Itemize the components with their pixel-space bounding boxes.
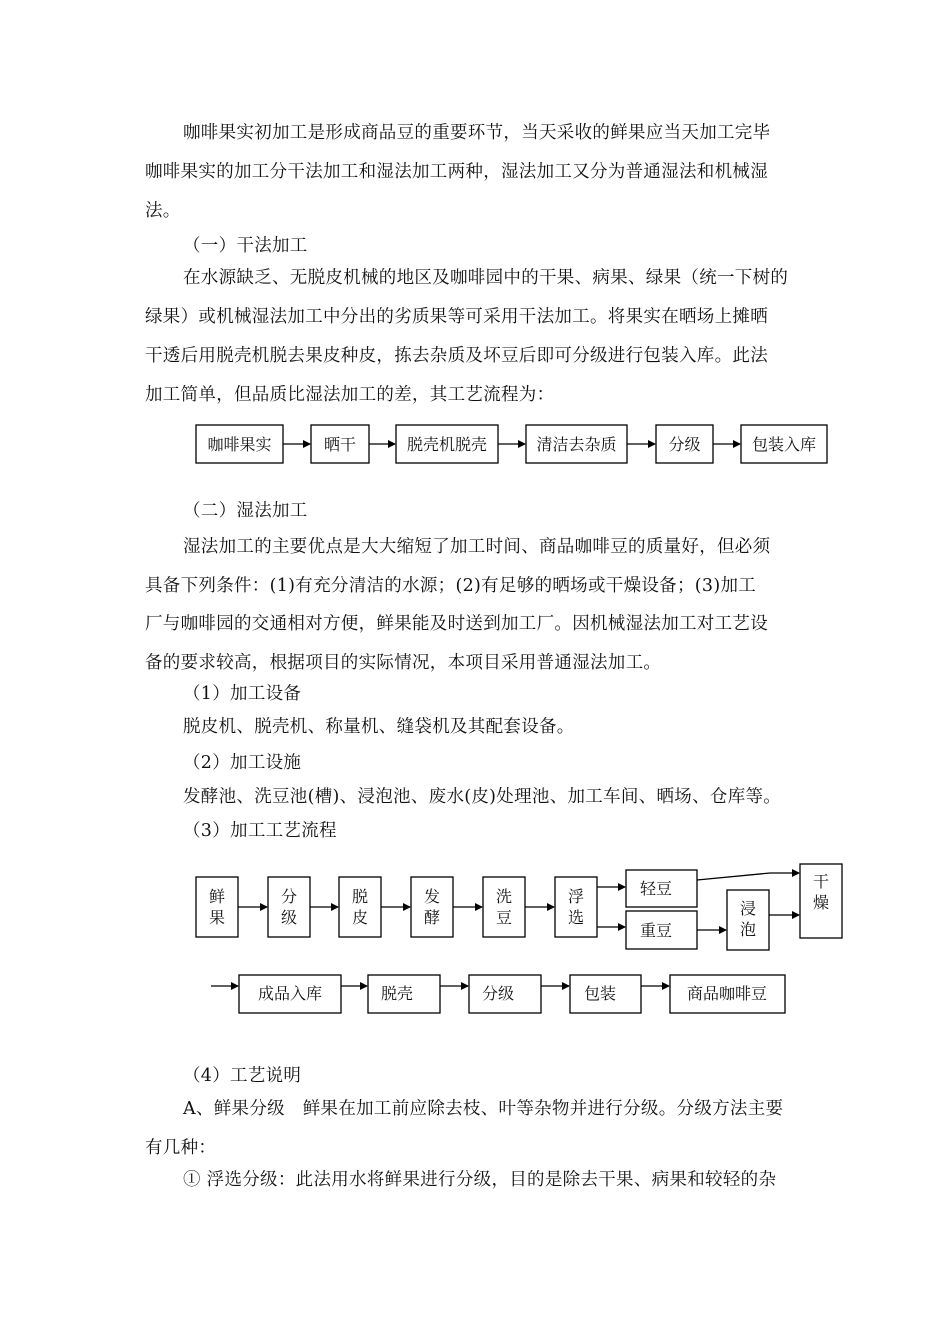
wet-flow-char: 豆 bbox=[495, 908, 513, 927]
wet-flow-label-zhongdou: 重豆 bbox=[639, 921, 673, 940]
description-item-1: ① 浮选分级：此法用水将鲜果进行分级，目的是除去干果、病果和较轻的杂 bbox=[183, 1170, 777, 1190]
dry-line-2: 绿果）或机械湿法加工中分出的劣质果等可采用干法加工。将果实在晒场上摊晒 bbox=[145, 307, 768, 327]
wet-flow-box-jinpao bbox=[727, 890, 769, 950]
dry-flow-label-2: 晒干 bbox=[323, 435, 357, 454]
wet-flow-box-zhongdou bbox=[626, 911, 697, 949]
wet-flow-char: 泡 bbox=[739, 920, 757, 939]
wet-flow-arrow bbox=[697, 873, 770, 880]
dry-heading: （一）干法加工 bbox=[183, 236, 308, 256]
wet-flow-box-row2-4 bbox=[570, 975, 641, 1013]
wet-flow-char: 干 bbox=[812, 872, 830, 891]
wet-flow-char: 发 bbox=[423, 887, 441, 906]
dry-flow-label-5: 分级 bbox=[668, 435, 701, 454]
wet-flow-box-fenji bbox=[268, 877, 310, 937]
wet-flow-label-row2: 成品入库 bbox=[257, 984, 323, 1003]
description-a-line-1: A、鲜果分级 鲜果在加工前应除去枝、叶等杂物并进行分级。分级方法主要 bbox=[183, 1099, 784, 1119]
process-heading: （3）加工工艺流程 bbox=[183, 821, 337, 841]
facility-text: 发酵池、洗豆池(槽)、浸泡池、废水(皮)处理池、加工车间、晒场、仓库等。 bbox=[183, 787, 782, 807]
dry-line-1: 在水源缺乏、无脱皮机械的地区及咖啡园中的干果、病果、绿果（统一下树的 bbox=[183, 268, 789, 288]
wet-flow-box-row2-1 bbox=[239, 975, 341, 1013]
intro-line-1: 咖啡果实初加工是形成商品豆的重要环节，当天采收的鲜果应当天加工完毕 bbox=[183, 123, 771, 143]
wet-flow-label-qingdou: 轻豆 bbox=[639, 879, 673, 898]
wet-flow-char: 皮 bbox=[351, 908, 369, 927]
wet-flow-char: 分 bbox=[280, 887, 298, 906]
wet-flow-box-tuopi bbox=[339, 877, 381, 937]
wet-flow-label-row2: 包装 bbox=[583, 984, 617, 1003]
wet-flow-box-qingdou bbox=[626, 870, 697, 907]
dry-flow-label-6: 包装入库 bbox=[751, 435, 817, 454]
intro-line-3: 法。 bbox=[145, 201, 181, 221]
description-a-line-2: 有几种： bbox=[145, 1138, 217, 1158]
equipment-heading: （1）加工设备 bbox=[183, 684, 302, 704]
wet-flow-char: 燥 bbox=[812, 893, 830, 912]
dry-flow-label-1: 咖啡果实 bbox=[207, 435, 272, 454]
wet-flow-char: 果 bbox=[208, 908, 226, 927]
wet-flow-label-row2: 分级 bbox=[481, 984, 515, 1003]
wet-line-4: 备的要求较高，根据项目的实际情况，本项目采用普通湿法加工。 bbox=[145, 653, 662, 673]
wet-flow-char: 脱 bbox=[351, 887, 369, 906]
dry-line-4: 加工简单，但品质比湿法加工的差，其工艺流程为： bbox=[145, 385, 555, 405]
wet-line-3: 厂与咖啡园的交通相对方便，鲜果能及时送到加工厂。因机械湿法加工对工艺设 bbox=[145, 614, 768, 634]
wet-flow-box-row2-3 bbox=[469, 975, 541, 1013]
wet-flow-box-fuxuan bbox=[555, 877, 597, 937]
wet-flow-char: 洗 bbox=[495, 887, 513, 906]
wet-flow-char: 鲜 bbox=[208, 887, 226, 906]
description-heading: （4）工艺说明 bbox=[183, 1066, 302, 1086]
wet-flow-box-xianguo bbox=[196, 877, 238, 937]
wet-flow-char: 酵 bbox=[423, 908, 441, 927]
wet-flow-char: 级 bbox=[280, 908, 298, 927]
wet-flow-label-row2: 商品咖啡豆 bbox=[686, 984, 768, 1003]
equipment-text: 脱皮机、脱壳机、称量机、缝袋机及其配套设备。 bbox=[183, 717, 575, 737]
facility-heading: （2）加工设施 bbox=[183, 753, 302, 773]
wet-flow-box-row2-2 bbox=[368, 975, 440, 1013]
wet-line-1: 湿法加工的主要优点是大大缩短了加工时间、商品咖啡豆的质量好，但必须 bbox=[183, 537, 771, 557]
dry-flow-label-4: 清洁去杂质 bbox=[536, 435, 617, 454]
wet-line-2: 具备下列条件：(1)有充分清洁的水源；(2)有足够的晒场或干燥设备；(3)加工 bbox=[145, 576, 757, 596]
wet-flow-box-xidou bbox=[483, 877, 525, 937]
dry-line-3: 干透后用脱壳机脱去果皮种皮，拣去杂质及坏豆后即可分级进行包装入库。此法 bbox=[145, 346, 768, 366]
wet-flow-box-fajiao bbox=[411, 877, 453, 937]
wet-flow-char: 选 bbox=[567, 908, 585, 927]
wet-heading: （二）湿法加工 bbox=[183, 501, 308, 521]
wet-flow-char: 浸 bbox=[739, 899, 757, 918]
wet-flow-box-ganzao bbox=[800, 864, 842, 938]
intro-line-2: 咖啡果实的加工分干法加工和湿法加工两种，湿法加工又分为普通湿法和机械湿 bbox=[145, 162, 768, 182]
dry-flow-label-3: 脱壳机脱壳 bbox=[406, 435, 488, 454]
wet-flow-label-row2: 脱壳 bbox=[380, 984, 414, 1003]
wet-flow-char: 浮 bbox=[567, 887, 585, 906]
wet-flow-box-row2-5 bbox=[670, 975, 785, 1013]
